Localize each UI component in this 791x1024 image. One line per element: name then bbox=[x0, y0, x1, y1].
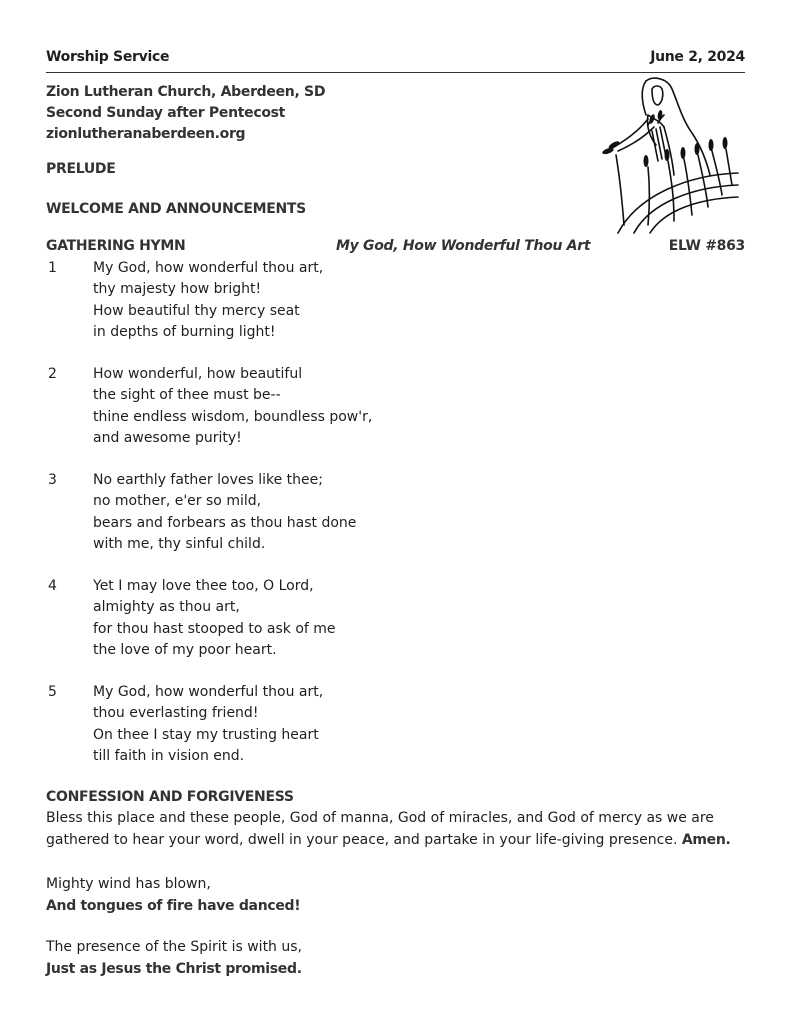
verse-number: 1 bbox=[48, 260, 57, 276]
verse-line: bears and forbears as thou hast done bbox=[93, 514, 357, 531]
hymn-header bbox=[46, 238, 745, 258]
confession-heading: CONFESSION AND FORGIVENESS bbox=[46, 789, 294, 805]
verse-line: and awesome purity! bbox=[93, 429, 242, 446]
verse-line: thy majesty how bright! bbox=[93, 281, 262, 298]
verse-line: in depths of burning light! bbox=[93, 323, 276, 340]
verse-line: thine endless wisdom, boundless pow'r, bbox=[93, 408, 373, 425]
verse-number: 5 bbox=[48, 684, 57, 700]
amen-response: Amen. bbox=[681, 832, 731, 848]
confession-prayer bbox=[46, 807, 751, 851]
call-and-response bbox=[46, 873, 751, 917]
verse-line: How beautiful thy mercy seat bbox=[93, 302, 300, 319]
verse-line: the love of my poor heart. bbox=[93, 641, 277, 658]
verse-line: My God, how wonderful thou art, bbox=[93, 260, 324, 276]
verse-line: no mother, e'er so mild, bbox=[93, 493, 262, 510]
church-info bbox=[46, 82, 325, 145]
verse-line: till faith in vision end. bbox=[93, 747, 245, 764]
hymn-number: ELW #863 bbox=[668, 238, 745, 254]
congregation-response: And tongues of fire have danced! bbox=[46, 898, 301, 914]
verse-line: for thou hast stooped to ask of me bbox=[93, 620, 336, 637]
verse-number: 3 bbox=[48, 472, 57, 488]
verse-line: with me, thy sinful child. bbox=[93, 535, 266, 552]
hymn-title: My God, How Wonderful Thou Art bbox=[336, 238, 591, 254]
liturgical-day: Second Sunday after Pentecost bbox=[46, 105, 286, 121]
verse-line: almighty as thou art, bbox=[93, 599, 240, 616]
prelude-heading: PRELUDE bbox=[46, 161, 116, 177]
header-rule bbox=[46, 72, 745, 73]
verse-line: thou everlasting friend! bbox=[93, 705, 259, 722]
verse-number: 4 bbox=[48, 578, 57, 594]
verse-line: Yet I may love thee too, O Lord, bbox=[93, 578, 314, 594]
verse-number: 2 bbox=[48, 366, 57, 382]
prayer-line: gathered to hear your word, dwell in your peace, and partake in your life-giving presence. bbox=[46, 832, 678, 848]
congregation-response: Just as Jesus the Christ promised. bbox=[46, 961, 302, 977]
leader-call: The presence of the Spirit is with us, bbox=[46, 939, 302, 955]
call-and-response bbox=[46, 936, 751, 980]
wheat-harvest-illustration bbox=[588, 75, 740, 235]
header-date: June 2, 2024 bbox=[650, 49, 745, 65]
header-title: Worship Service bbox=[46, 49, 170, 65]
verse-line: On thee I stay my trusting heart bbox=[93, 726, 319, 743]
prayer-line: Bless this place and these people, God of manna, God of miracles, and God of mercy as we are bbox=[46, 810, 714, 826]
verse-line: My God, how wonderful thou art, bbox=[93, 684, 324, 700]
page-header bbox=[46, 49, 745, 65]
leader-call: Mighty wind has blown, bbox=[46, 876, 211, 892]
verse-line: the sight of thee must be-- bbox=[93, 387, 281, 404]
church-name: Zion Lutheran Church, Aberdeen, SD bbox=[46, 84, 326, 100]
welcome-heading: WELCOME AND ANNOUNCEMENTS bbox=[46, 201, 306, 217]
verse-line: How wonderful, how beautiful bbox=[93, 366, 303, 382]
church-website: zionlutheranaberdeen.org bbox=[46, 126, 246, 142]
hymn-label: GATHERING HYMN bbox=[46, 238, 186, 254]
verse-line: No earthly father loves like thee; bbox=[93, 472, 323, 488]
